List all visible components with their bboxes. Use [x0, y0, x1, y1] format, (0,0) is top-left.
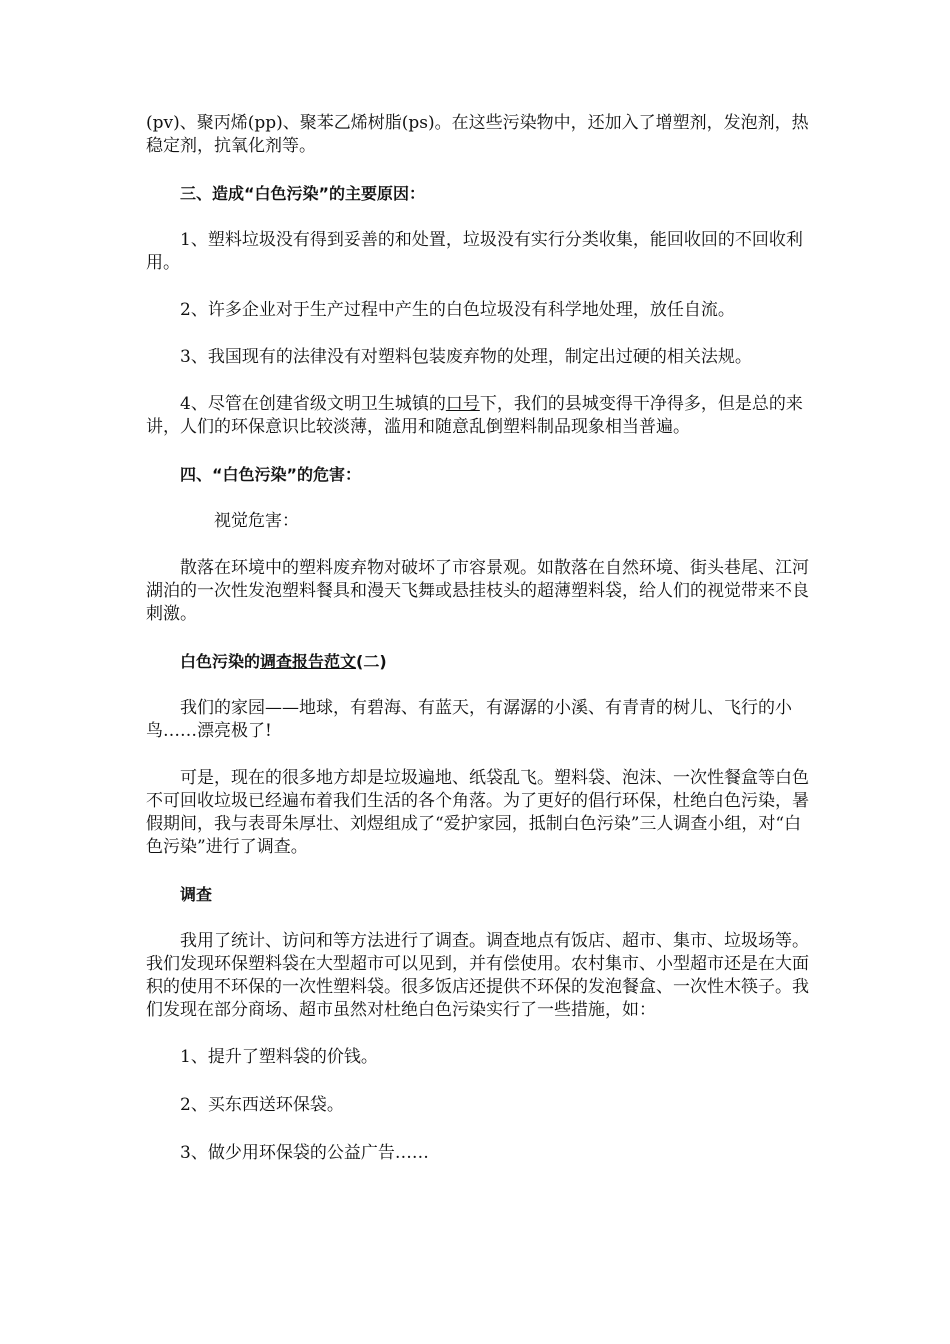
measure-item-2: 2、买东西送环保袋。 — [180, 1095, 344, 1115]
report-sample-link[interactable]: 调查报告范文 — [260, 652, 357, 671]
paragraph-visual-hazard: 散落在环境中的塑料废弃物对破坏了市容景观。如散落在自然环境、街头巷尾、江河湖泊的一次性发泡塑料餐具和漫天飞舞或悬挂枝头的超薄塑料袋，给人们的视觉带来不良刺激。 — [146, 558, 809, 624]
heading-report-two — [146, 650, 818, 673]
heading-report-two-b: (二) — [356, 652, 387, 671]
slogan-link[interactable]: 口号 — [445, 394, 480, 414]
measure-item-1: 1、提升了塑料袋的价钱。 — [180, 1047, 378, 1067]
heading-causes: 三、造成“白色污染”的主要原因： — [180, 184, 426, 203]
paragraph-our-home: 我们的家园——地球，有碧海、有蓝天，有潺潺的小溪、有青青的树儿、飞行的小鸟……漂亮极了! — [146, 698, 792, 741]
cause-item-4-text-b: 下，我们的县城变得干净得多，但是总的来讲，人们的环保意识比较淡薄，滥用和随意乱倒塑料制品现象相当普遍。 — [146, 394, 803, 437]
cause-item-4 — [146, 393, 818, 439]
heading-hazards: 四、“白色污染”的危害： — [180, 465, 362, 484]
paragraph-plastics-additives: (pv)、聚丙烯(pp)、聚苯乙烯树脂(ps)。在这些污染物中，还加入了增塑剂，发泡剂，热稳定剂，抗氧化剂等。 — [146, 113, 809, 156]
heading-report-two-a: 白色污染的 — [180, 652, 261, 671]
measure-item-3: 3、做少用环保袋的公益广告…… — [180, 1143, 429, 1163]
paragraph-survey-method: 我用了统计、访问和等方法进行了调查。调查地点有饭店、超市、集市、垃圾场等。我们发现环保塑料袋在大型超市可以见到，并有偿使用。农村集市、小型超市还是在大面积的使用不环保的一次性塑料袋。很多饭店还提供不环保的发泡餐盒、一次性木筷子。我们发现在部分商场、超市虽然对杜绝白色污染实行了一些措施，如： — [146, 931, 809, 1020]
paragraph-pollution-survey-group: 可是，现在的很多地方却是垃圾遍地、纸袋乱飞。塑料袋、泡沫、一次性餐盒等白色不可回收垃圾已经遍布着我们生活的各个角落。为了更好的倡行环保，杜绝白色污染，暑假期间，我与表哥朱厚壮、刘煜组成了“爱护家园，抵制白色污染”三人调查小组，对“白色污染”进行了调查。 — [146, 768, 809, 857]
subheading-visual-hazard: 视觉危害： — [214, 511, 299, 531]
document-body — [146, 112, 818, 1190]
cause-item-3: 3、我国现有的法律没有对塑料包装废弃物的处理，制定出过硬的相关法规。 — [180, 347, 752, 367]
cause-item-4-text-a: 4、尽管在创建省级文明卫生城镇的 — [180, 394, 446, 414]
cause-item-2: 2、许多企业对于生产过程中产生的白色垃圾没有科学地处理，放任自流。 — [180, 300, 735, 320]
heading-survey: 调查 — [180, 885, 213, 904]
cause-item-1: 1、塑料垃圾没有得到妥善的和处置，垃圾没有实行分类收集，能回收回的不回收利用。 — [146, 230, 803, 273]
